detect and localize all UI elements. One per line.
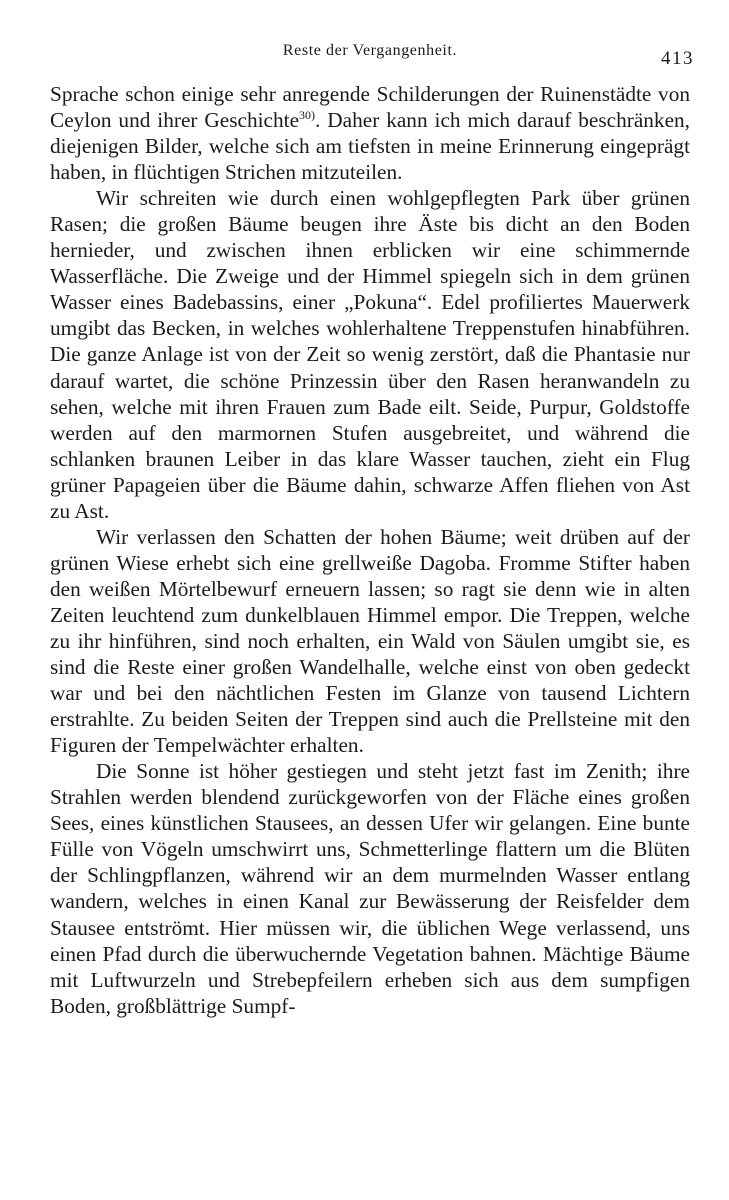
paragraph: Wir schreiten wie durch einen wohlgepflegten Park über grünen Rasen; die großen Bäume beugen ihre Äste bis dicht an den Boden hernieder, und zwischen ihnen erblicken wir eine schimmernde Wasserfläche. Die Zweige und der Himmel spiegeln sich in dem grünen Wasser eines Badebassins, einer „Pokuna“. Edel profiliertes Mauerwerk umgibt das Becken, in welches wohlerhaltene Treppenstufen hinabführen. Die ganze Anlage ist von der Zeit so wenig zerstört, daß die Phantasie nur darauf wartet, die schöne Prinzessin über den Rasen heranwandeln zu sehen, welche mit ihren Frauen zum Bade eilt. Seide, Purpur, Goldstoffe werden auf den marmornen Stufen ausgebreitet, und während die schlanken braunen Leiber in das klare Wasser tauchen, zieht ein Flug grüner Papageien über die Bäume dahin, schwarze Affen fliehen von Ast zu Ast. bbox=[50, 186, 690, 523]
paragraph bbox=[50, 81, 690, 185]
paragraph-text: . Daher kann ich mich darauf beschränken, diejenigen Bilder, welche sich am tiefsten in meine Erinnerung eingeprägt haben, in flüchtigen Strichen mitzuteilen. bbox=[50, 108, 691, 185]
paragraph: Wir verlassen den Schatten der hohen Bäume; weit drüben auf der grünen Wiese erhebt sich eine grellweiße Dagoba. Fromme Stifter haben den weißen Mörtelbewurf erneuern lassen; so ragt sie denn wie in alten Zeiten leuchtend zum dunkelblauen Himmel empor. Die Treppen, welche zu ihr hinführen, sind noch erhalten, ein Wald von Säulen umgibt sie, es sind die Reste einer großen Wandelhalle, welche einst von oben gedeckt war und bei den nächtlichen Festen im Glanze von tausend Lichtern erstrahlte. Zu beiden Seiten der Treppen sind auch die Prellsteine mit den Figuren der Tempelwächter erhalten. bbox=[50, 524, 690, 758]
footnote-reference: 30) bbox=[299, 108, 316, 123]
paragraph-text: Sprache schon einige sehr anregende Schilderungen der Ruinenstädte von Ceylon und ihrer Geschichte bbox=[50, 82, 690, 133]
running-title: Reste der Vergangenheit. bbox=[282, 42, 458, 59]
running-header bbox=[50, 38, 694, 70]
body-text bbox=[50, 81, 690, 1019]
paragraph: Die Sonne ist höher gestiegen und steht jetzt fast im Zenith; ihre Strahlen werden blendend zurückgeworfen von der Fläche eines großen Sees, eines künstlichen Stausees, an dessen Ufer wir gelangen. Eine bunte Fülle von Vögeln umschwirrt uns, Schmetterlinge flattern um die Blüten der Schlingpflanzen, während wir an dem murmelnden Wasser entlang wandern, welches in einen Kanal zur Bewässerung der Reisfelder dem Stausee entströmt. Hier müssen wir, die üblichen Wege verlassend, uns einen Pfad durch die überwuchernde Vegetation bahnen. Mächtige Bäume mit Luftwurzeln und Strebepfeilern erheben sich aus dem sumpfigen Boden, großblättrige Sumpf- bbox=[50, 759, 690, 1018]
page-number: 413 bbox=[661, 48, 694, 69]
